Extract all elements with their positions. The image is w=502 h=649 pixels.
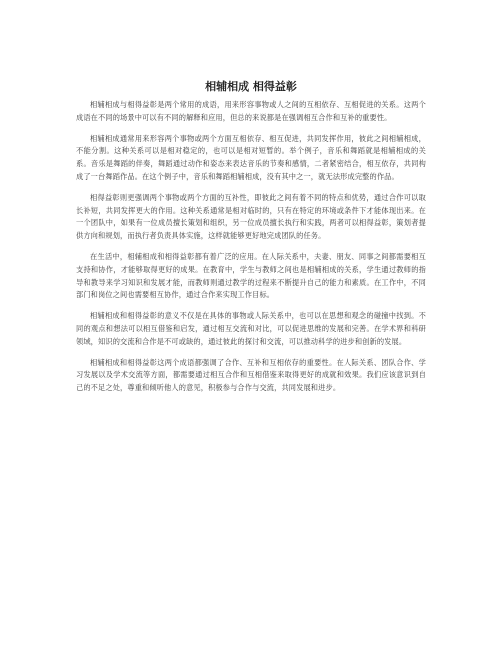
paragraph: 在生活中，相辅相成和相得益彰都有着广泛的应用。在人际关系中，夫妻、朋友、同事之间都需要相互支持和协作，才能够取得更好的成果。在教育中，学生与教师之间也是相辅相成的关系，学生通过教师的指导和教导来学习知识和发展才能，而教师则通过教学的过程来不断提升自己的能力和素质。在工作中，不同部门和岗位之间也需要相互协作，通过合作来实现工作目标。 [76, 251, 426, 300]
paragraph: 相辅相成通常用来形容两个事物或两个方面互相依存、相互促进，共同发挥作用，彼此之间相辅相成，不能分割。这种关系可以是相对稳定的，也可以是相对短暂的。举个例子，音乐和舞蹈就是相辅相成的关系。音乐是舞蹈的伴奏，舞蹈通过动作和姿态来表达音乐的节奏和感情，二者紧密结合，相互依存，共同构成了一台舞蹈作品。在这个例子中，音乐和舞蹈相辅相成，没有其中之一，就无法形成完整的作品。 [76, 133, 426, 181]
document-title: 相辅相成 相得益彰 [205, 80, 297, 93]
paragraph: 相得益彰则更强调两个事物或两个方面的互补性，即彼此之间有着不同的特点和优势，通过合作可以取长补短，共同发挥更大的作用。这种关系通常是相对临时的，只有在特定的环境或条件下才能体现出来。在一个团队中，如果有一位成员擅长策划和组织，另一位成员擅长执行和实践，两者可以相得益彰，策划者提供方向和规划，而执行者负责具体实施，这样就能够更好地完成团队的任务。 [76, 192, 426, 241]
document-body [76, 99, 426, 403]
paragraph: 相辅相成和相得益彰的意义不仅是在具体的事物或人际关系中，也可以在思想和观念的碰撞中找到。不同的观点和想法可以相互借鉴和启发，通过相互交流和对比，可以促进思维的发展和完善。在学术界和科研领域，知识的交流和合作是不可或缺的，通过彼此的探讨和交流，可以推动科学的进步和创新的发展。 [76, 311, 426, 346]
paragraph: 相辅相成和相得益彰这两个成语都强调了合作、互补和互相依存的重要性。在人际关系、团队合作、学习发展以及学术交流等方面，都需要通过相互合作和互相借鉴来取得更好的成就和效果。我们应该意识到自己的不足之处，尊重和倾听他人的意见，积极参与合作与交流，共同发展和进步。 [76, 357, 426, 393]
paragraph: 相辅相成与相得益彰是两个常用的成语，用来形容事物或人之间的互相依存、互相促进的关系。这两个成语在不同的场景中可以有不同的解释和应用，但总的来说都是在强调相互合作和互补的重要性。 [76, 100, 426, 122]
